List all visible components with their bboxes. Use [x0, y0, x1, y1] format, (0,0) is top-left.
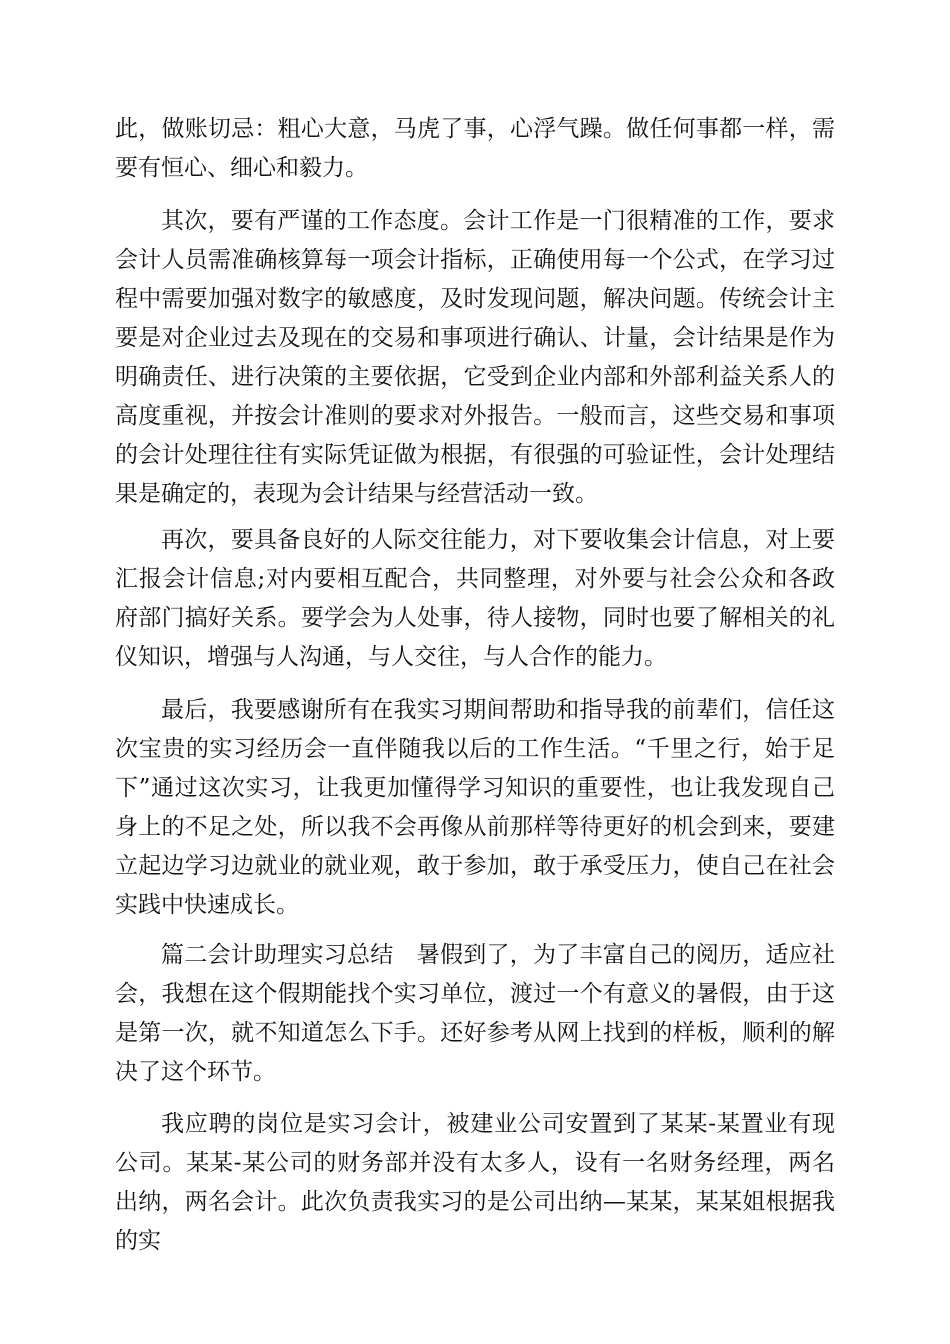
- paragraph-work-attitude: 其次，要有严谨的工作态度。会计工作是一门很精准的工作，要求会计人员需准确核算每一项会计指标，正确使用每一个公式，在学习过程中需要加强对数字的敏感度，及时发现问题，解决问题。传统会计主要是对企业过去及现在的交易和事项进行确认、计量，会计结果是作为明确责任、进行决策的主要依据，它受到企业内部和外部利益关系人的高度重视，并按会计准则的要求对外报告。一般而言，这些交易和事项的会计处理往往有实际凭证做为根据，有很强的可验证性，会计处理结果是确定的，表现为会计结果与经营活动一致。: [115, 208, 835, 507]
- paragraph-internship-position: 我应聘的岗位是实习会计，被建业公司安置到了某某-某置业有现公司。某某-某公司的财务部并没有太多人，设有一名财务经理，两名出纳，两名会计。此次负责我实习的是公司出纳—某某，某某姐根据我的实: [115, 1111, 835, 1254]
- paragraph-interpersonal: 再次，要具备良好的人际交往能力，对下要收集会计信息，对上要汇报会计信息;对内要相互配合，共同整理，对外要与社会公众和各政府部门搞好关系。要学会为人处事，待人接物，同时也要了解相关的礼仪知识，增强与人沟通，与人交往，与人合作的能力。: [115, 527, 835, 670]
- paragraph-article-two-intro: 篇二会计助理实习总结 暑假到了，为了丰富自己的阅历，适应社会，我想在这个假期能找个实习单位，渡过一个有意义的暑假，由于这是第一次，就不知道怎么下手。还好参考从网上找到的样板，顺利的解决了这个环节。: [115, 942, 835, 1085]
- paragraph-conclusion: 最后，我要感谢所有在我实习期间帮助和指导我的前辈们，信任这次宝贵的实习经历会一直伴随我以后的工作生活。“千里之行，始于足下”通过这次实习，让我更加懂得学习知识的重要性，也让我发现自己身上的不足之处，所以我不会再像从前那样等待更好的机会到来，要建立起边学习边就业的就业观，敢于参加，敢于承受压力，使自己在社会实践中快速成长。: [115, 697, 835, 918]
- paragraph-continuation: 此，做账切忌：粗心大意，马虎了事，心浮气躁。做任何事都一样，需要有恒心、细心和毅力。: [115, 116, 835, 181]
